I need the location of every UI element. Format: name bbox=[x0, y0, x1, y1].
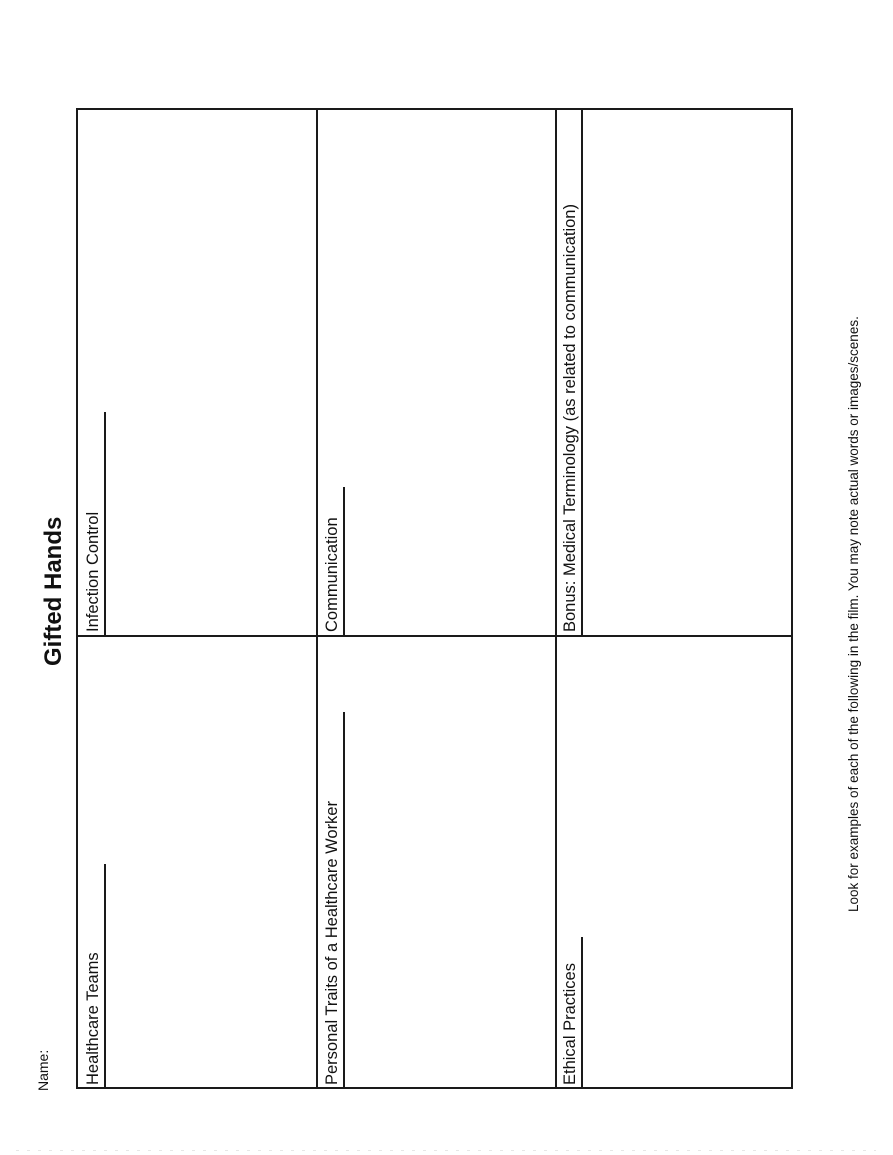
scan-artifact bbox=[16, 1150, 876, 1151]
cell-label-communication: Communication bbox=[323, 517, 341, 632]
cell-label-bonus-medical-terminology: Bonus: Medical Terminology (as related to communication) bbox=[561, 204, 579, 632]
label-underline bbox=[104, 412, 106, 636]
row-divider bbox=[76, 635, 793, 637]
column-divider-1 bbox=[316, 108, 318, 1089]
label-underline bbox=[581, 108, 583, 636]
label-underline bbox=[104, 864, 106, 1088]
label-underline bbox=[581, 937, 583, 1088]
label-underline bbox=[343, 712, 345, 1088]
cell-label-infection-control: Infection Control bbox=[84, 511, 102, 632]
page-title: Gifted Hands bbox=[40, 516, 67, 666]
name-label: Name: bbox=[35, 1049, 51, 1091]
footer-instructions: Look for examples of each of the following in the film. You may note actual words or images/scenes. bbox=[846, 316, 861, 912]
label-underline bbox=[343, 487, 345, 636]
cell-label-healthcare-teams: Healthcare Teams bbox=[84, 952, 102, 1085]
cell-label-ethical-practices: Ethical Practices bbox=[561, 963, 579, 1085]
cell-label-personal-traits: Personal Traits of a Healthcare Worker bbox=[323, 801, 341, 1085]
column-divider-2 bbox=[555, 108, 557, 1089]
worksheet-grid bbox=[76, 108, 793, 1089]
